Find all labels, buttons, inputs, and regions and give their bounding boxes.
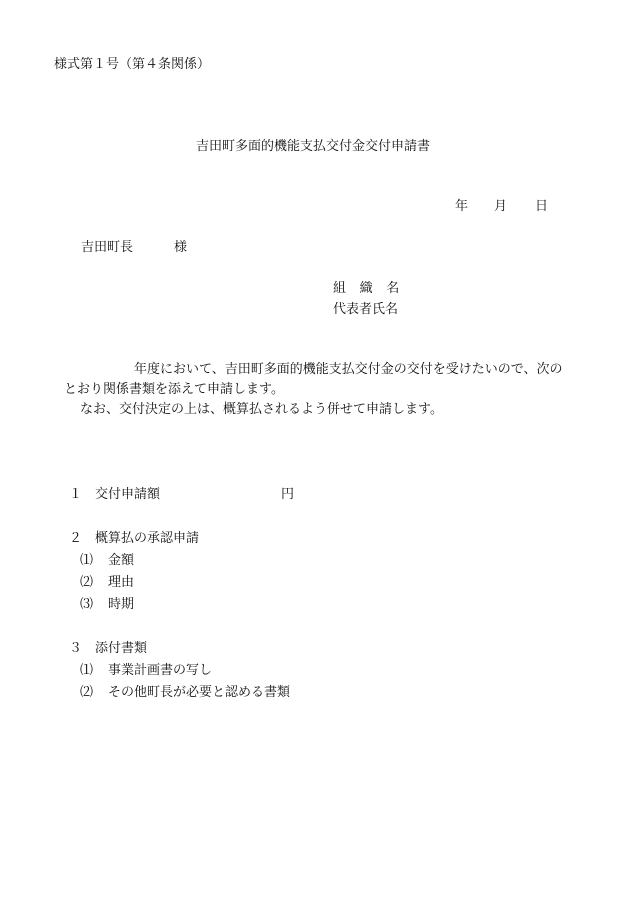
item-number: １: [69, 487, 83, 502]
subitem-label: 金額: [108, 553, 135, 568]
date-month-label: 月: [494, 199, 508, 214]
item-label: 交付申請額: [95, 487, 161, 502]
representative-name-label: 代表者氏名: [333, 302, 399, 317]
organization-name-label: 組 織 名: [333, 281, 400, 296]
addressee-name: 吉田町長: [81, 240, 134, 255]
body-paragraph-line: なお、交付決定の上は、概算払されるよう併せて申請します。: [80, 402, 443, 417]
date-year-label: 年: [455, 199, 469, 214]
item-number: ２: [69, 531, 83, 546]
date-day-label: 日: [535, 199, 549, 214]
form-number: 様式第１号（第４条関係）: [54, 57, 211, 72]
body-paragraph-line: とおり関係書類を添えて申請します。: [64, 382, 284, 397]
subitem-number: ⑴: [80, 553, 94, 568]
subitem-label: 時期: [108, 597, 135, 612]
document-title: 吉田町多面的機能支払交付金交付申請書: [196, 139, 431, 154]
subitem-number: ⑵: [80, 575, 94, 590]
subitem-label: その他町長が必要と認める書類: [108, 685, 291, 700]
currency-unit: 円: [281, 487, 295, 502]
subitem-number: ⑶: [80, 597, 94, 612]
body-paragraph-line: 年度において、吉田町多面的機能支払交付金の交付を受けたいので、次の: [134, 362, 563, 377]
subitem-number: ⑵: [80, 685, 94, 700]
subitem-label: 事業計画書の写し: [108, 663, 213, 678]
subitem-label: 理由: [108, 575, 135, 590]
addressee-honorific: 様: [174, 240, 188, 255]
subitem-number: ⑴: [80, 663, 94, 678]
item-number: ３: [69, 641, 83, 656]
item-label: 概算払の承認申請: [95, 531, 200, 546]
item-label: 添付書類: [95, 641, 148, 656]
